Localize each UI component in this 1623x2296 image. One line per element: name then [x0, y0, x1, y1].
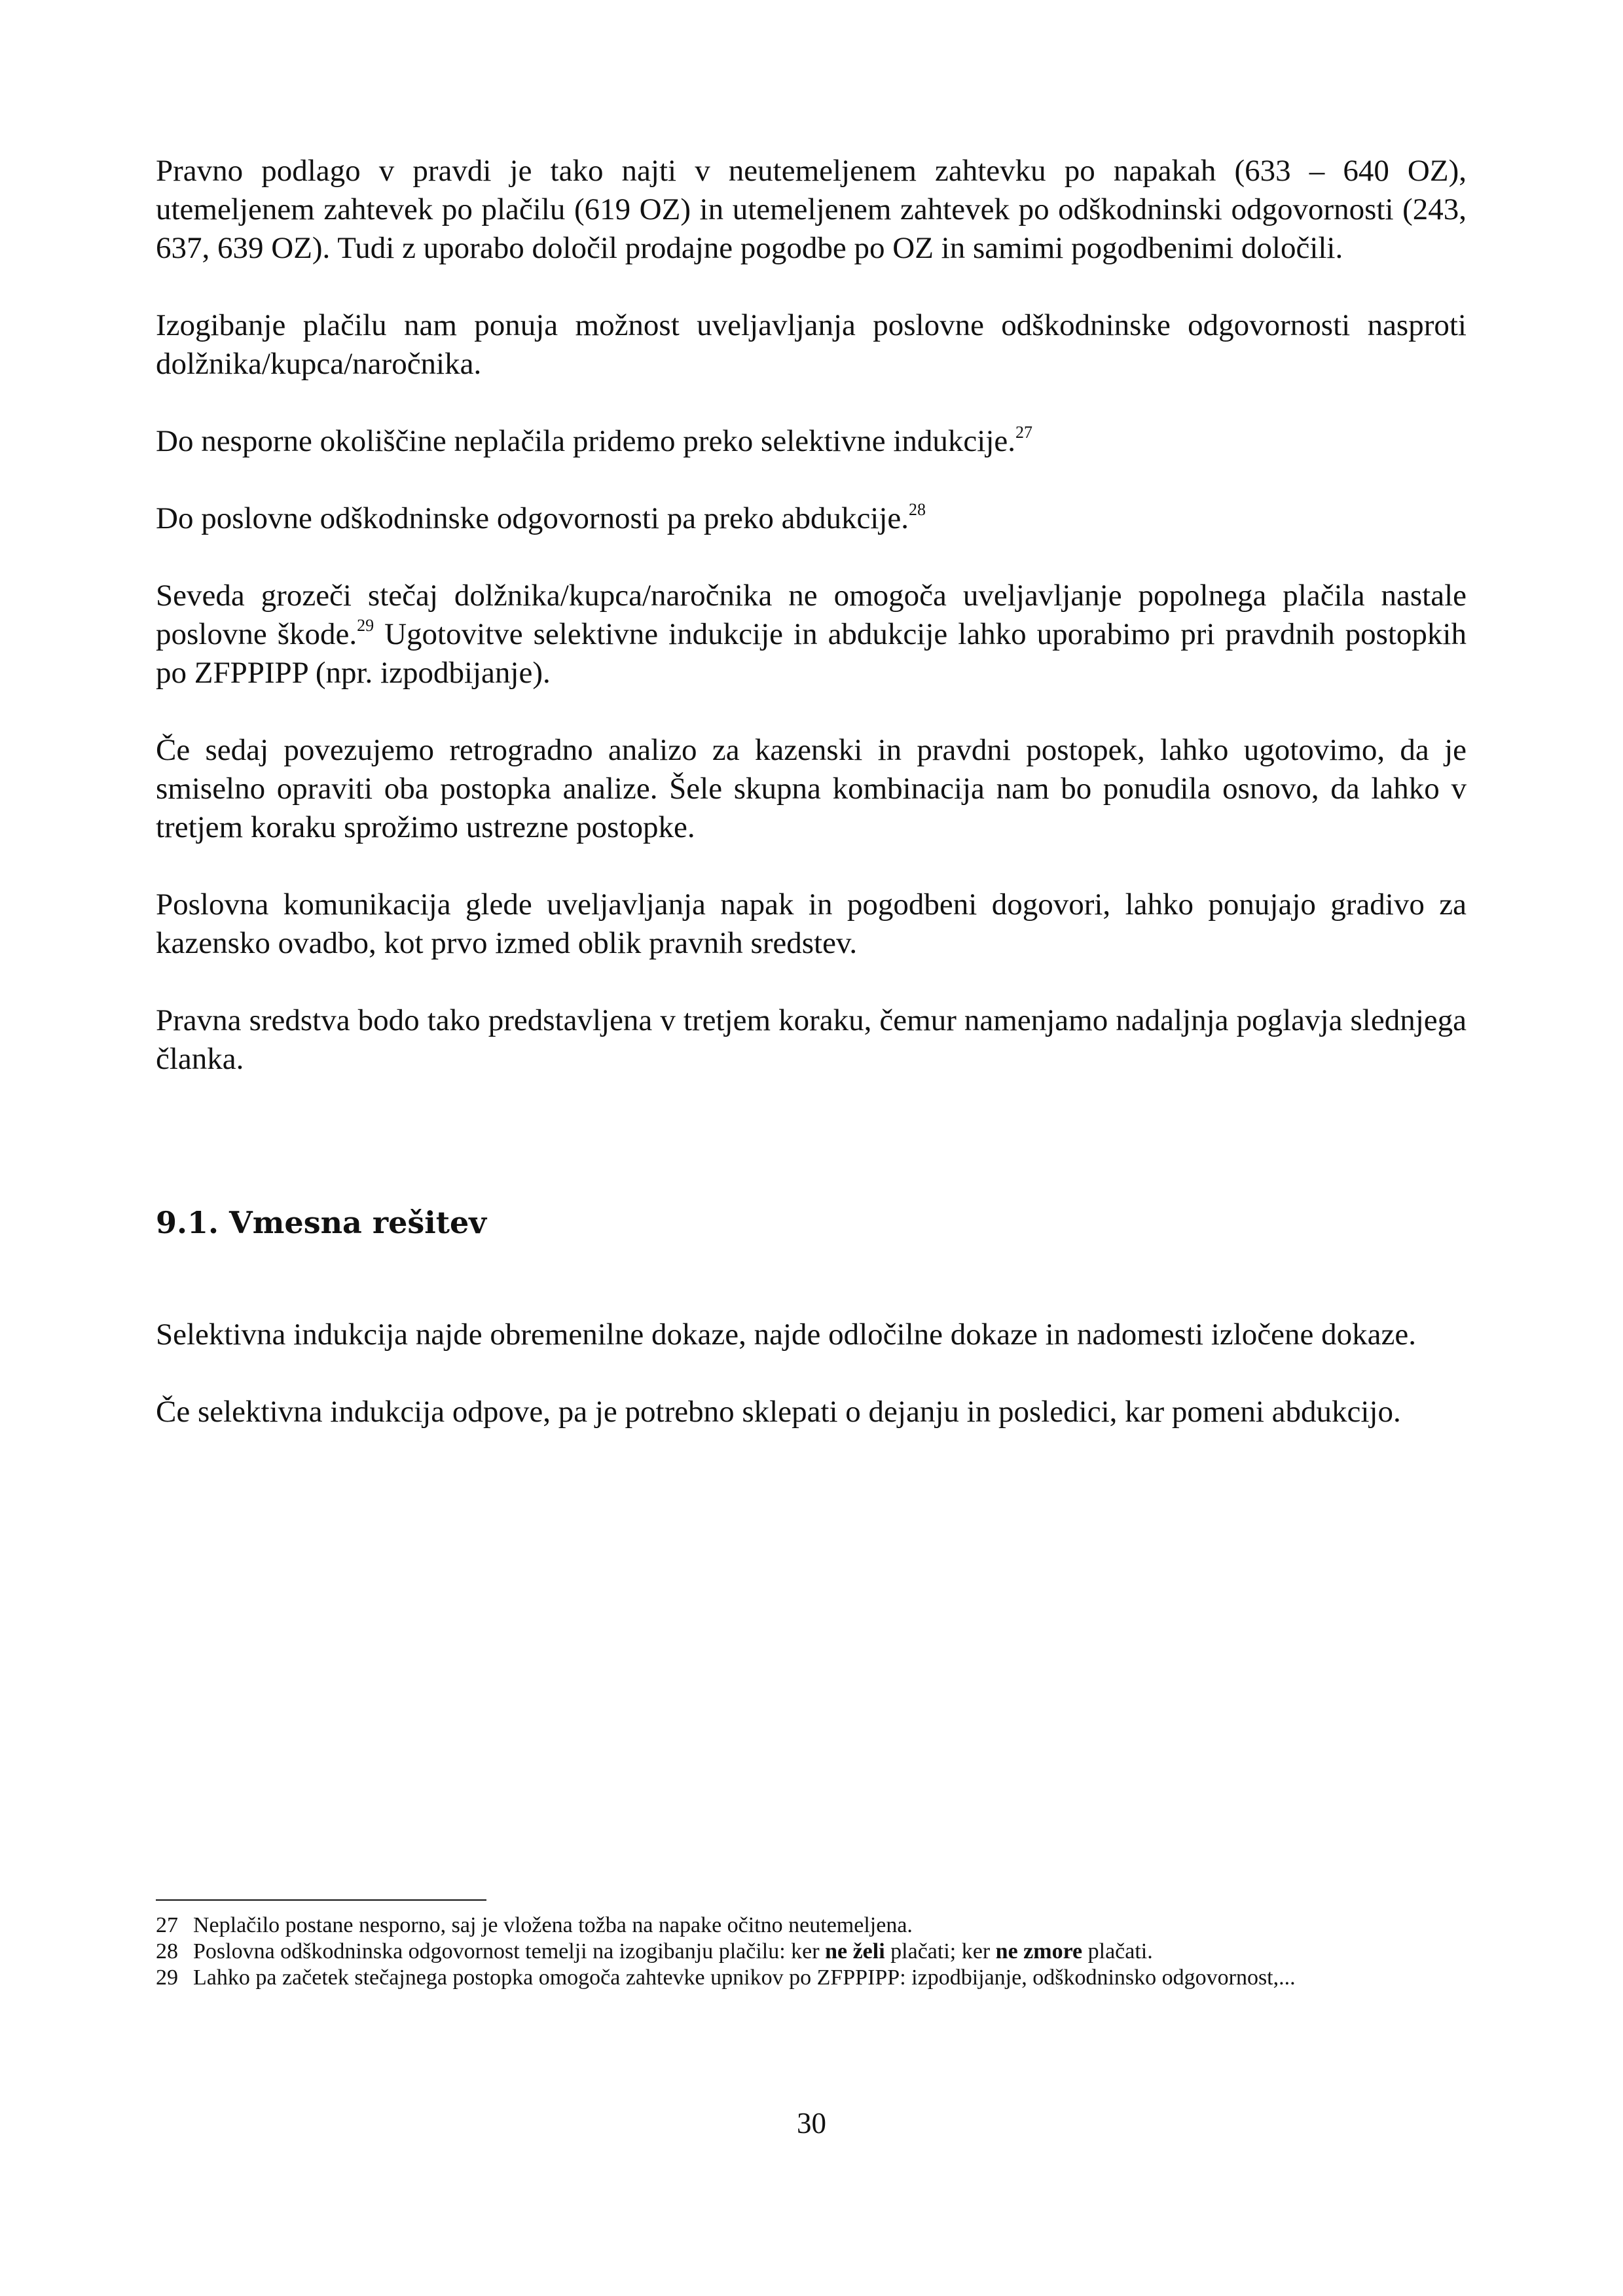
paragraph-text: Če sedaj povezujemo retrogradno analizo za kazenski in pravdni postopek, lahko ugotovimo, da je smiselno opraviti oba postopka analize. Šele skupna kombinacija nam bo ponudila osnovo, da lahko v tretjem koraku sprožimo ustrezne postopke.: [156, 733, 1467, 844]
paragraph-text: Poslovna komunikacija glede uveljavljanja napak in pogodbeni dogovori, lahko ponujajo gradivo za kazensko ovadbo, kot prvo izmed oblik pravnih sredstev.: [156, 888, 1467, 960]
paragraph-text: Pravno podlago v pravdi je tako najti v neutemeljenem zahtevku po napakah (633 – 640 OZ), utemeljenem zahtevek po plačilu (619 OZ) in utemeljenem zahtevek po odškodninski odgovornosti (243, 637, 639 OZ). Tudi z uporabo določil prodajne pogodbe po OZ in samimi pogodbenimi določili.: [156, 154, 1467, 265]
paragraph-induction-finds: [156, 1316, 1467, 1354]
footnote-ref[interactable]: 27: [1015, 423, 1032, 442]
footnote-text-part: plačati.: [1082, 1939, 1153, 1964]
footnote-29: [156, 1965, 1467, 1991]
footnote-text: Lahko pa začetek stečajnega postopka omogoča zahtevke upnikov po ZFPPIPP: izpodbijanje, odškodninsko odgovornost,...: [193, 1965, 1296, 1990]
footnotes: [156, 1912, 1467, 1991]
paragraph-retrograde-analysis: [156, 731, 1467, 847]
paragraph-business-communication: [156, 886, 1467, 963]
paragraph-text: Izogibanje plačilu nam ponuja možnost uveljavljanja poslovne odškodninske odgovornosti nasproti dolžnika/kupca/naročnika.: [156, 308, 1467, 381]
paragraph-abduction: [156, 499, 1467, 538]
footnote-number: 28: [156, 1939, 178, 1964]
footnote-text-part: Poslovna odškodninska odgovornost temelji na izogibanju plačilu: ker: [193, 1939, 826, 1964]
paragraph-text: Ugotovitve selektivne indukcije in abdukcije lahko uporabimo pri pravdnih postopkih po ZFPPIPP (npr. izpodbijanje).: [156, 617, 1467, 690]
paragraph-text: Seveda grozeči stečaj dolžnika/kupca/naročnika ne omogoča uveljavljanje popolnega plačila nastale poslovne škode.: [156, 579, 1467, 651]
footnote-ref[interactable]: 29: [357, 616, 374, 635]
paragraph-bankruptcy: [156, 577, 1467, 692]
paragraph-text: Pravna sredstva bodo tako predstavljena v tretjem koraku, čemur namenjamo nadaljnja poglavja slednjega članka.: [156, 1003, 1467, 1076]
paragraph-selective-induction: [156, 422, 1467, 461]
footnote-27: [156, 1912, 1467, 1939]
footnote-separator: [156, 1899, 486, 1901]
footnote-number: 29: [156, 1965, 178, 1990]
footnote-number: 27: [156, 1913, 178, 1937]
paragraph-induction-fails: [156, 1393, 1467, 1431]
footnote-text: [193, 1939, 1467, 1965]
paragraph-text: Do nesporne okoliščine neplačila pridemo preko selektivne indukcije.: [156, 424, 1015, 458]
paragraph-text: Do poslovne odškodninske odgovornosti pa preko abdukcije.: [156, 501, 909, 535]
footnote-28: [156, 1939, 1467, 1965]
body-text: [156, 152, 1467, 1117]
paragraph-text: Selektivna indukcija najde obremenilne dokaze, najde odločilne dokaze in nadomesti izločene dokaze.: [156, 1318, 1416, 1352]
footnote-text-part: plačati; ker: [884, 1939, 996, 1964]
page-number: 30: [797, 2107, 826, 2140]
section-heading: 9.1. Vmesna rešitev: [156, 1205, 486, 1240]
footnote-bold-text: ne zmore: [995, 1939, 1083, 1964]
footnote-bold-text: ne želi: [825, 1939, 885, 1964]
footnote-text: Neplačilo postane nesporno, saj je vložena tožba na napake očitno neutemeljena.: [193, 1913, 913, 1937]
paragraph-text: Če selektivna indukcija odpove, pa je potrebno sklepati o dejanju in posledici, kar pomeni abdukcijo.: [156, 1395, 1401, 1429]
section-body: [156, 1316, 1467, 1470]
paragraph-legal-basis: [156, 152, 1467, 268]
footnote-ref[interactable]: 28: [909, 500, 926, 519]
paragraph-payment-avoidance: [156, 306, 1467, 384]
paragraph-legal-remedies: [156, 1001, 1467, 1079]
